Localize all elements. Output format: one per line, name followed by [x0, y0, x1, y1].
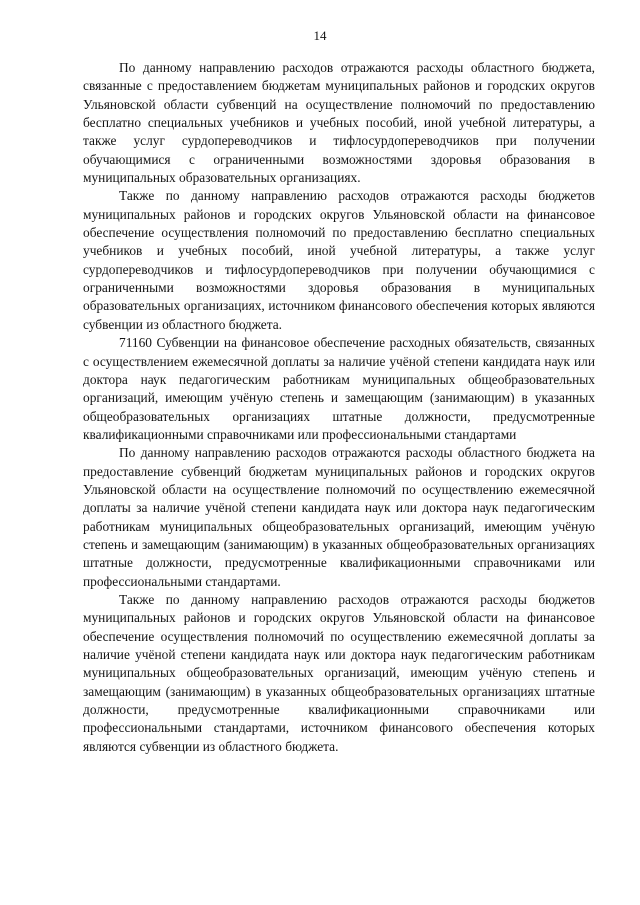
paragraph-municipal-budgets-allowance: Также по данному направлению расходов отражаются расходы бюджетов муниципальных районов и городских округов Ульяновской области на финансовое обеспечение осуществления полномочий по осуществлению ежемесячной доплаты за наличие учёной степени кандидата наук или доктора наук педагогическим работникам муниципальных общеобразовательных организаций, имеющим учёную степень и замещающим (занимающим) в указанных общеобразовательных организациях штатные должности, предусмотренные квалификационными справочниками или профессиональными стандартами, источником финансового обеспечения которых являются субвенции из областного бюджета.	[83, 591, 595, 754]
document-body	[83, 59, 595, 756]
paragraph-municipal-budgets-expenses: Также по данному направлению расходов отражаются расходы бюджетов муниципальных районов и городских округов Ульяновской области на финансовое обеспечение осуществления полномочий по предоставлению бесплатно специальных учебников и учебных пособий, иной учебной литературы, а также услуг сурдопереводчиков и тифлосурдопереводчиков при получении обучающимися с ограниченными возможностями здоровья образования в муниципальных образовательных организациях, источником финансового обеспечения которых являются субвенции из областного бюджета.	[83, 188, 595, 332]
paragraph-code-71160-heading: 71160 Субвенции на финансовое обеспечение расходных обязательств, связанных с осуществлением ежемесячной доплаты за наличие учёной степени кандидата наук или доктора наук педагогическим работникам муниципальных общеобразовательных организаций, имеющим учёную степень и замещающим (занимающим) в указанных общеобразовательных организациях штатные должности, предусмотренные квалификационными справочниками или профессиональными стандартами	[83, 335, 595, 442]
page-number: 14	[313, 28, 327, 43]
paragraph-regional-budget-subventions: По данному направлению расходов отражаются расходы областного бюджета, связанные с предоставлением бюджетам муниципальных районов и городских округов Ульяновской области субвенций на осуществление полномочий по предоставлению бесплатно специальных учебников и учебных пособий, иной учебной литературы, а также услуг сурдопереводчиков и тифлосурдопереводчиков при получении обучающимися с ограниченными возможностями здоровья образования в муниципальных образовательных организациях.	[83, 60, 595, 186]
paragraph-regional-budget-allowance: По данному направлению расходов отражаются расходы областного бюджета на предоставление субвенций бюджетам муниципальных районов и городских округов Ульяновской области на осуществление полномочий по осуществлению ежемесячной доплаты за наличие учёной степени кандидата наук или доктора наук педагогическим работникам муниципальных общеобразовательных организаций, имеющим учёную степень и замещающим (занимающим) в указанных общеобразовательных организациях штатные должности, предусмотренные квалификационными справочниками или профессиональными стандартами.	[83, 445, 595, 589]
